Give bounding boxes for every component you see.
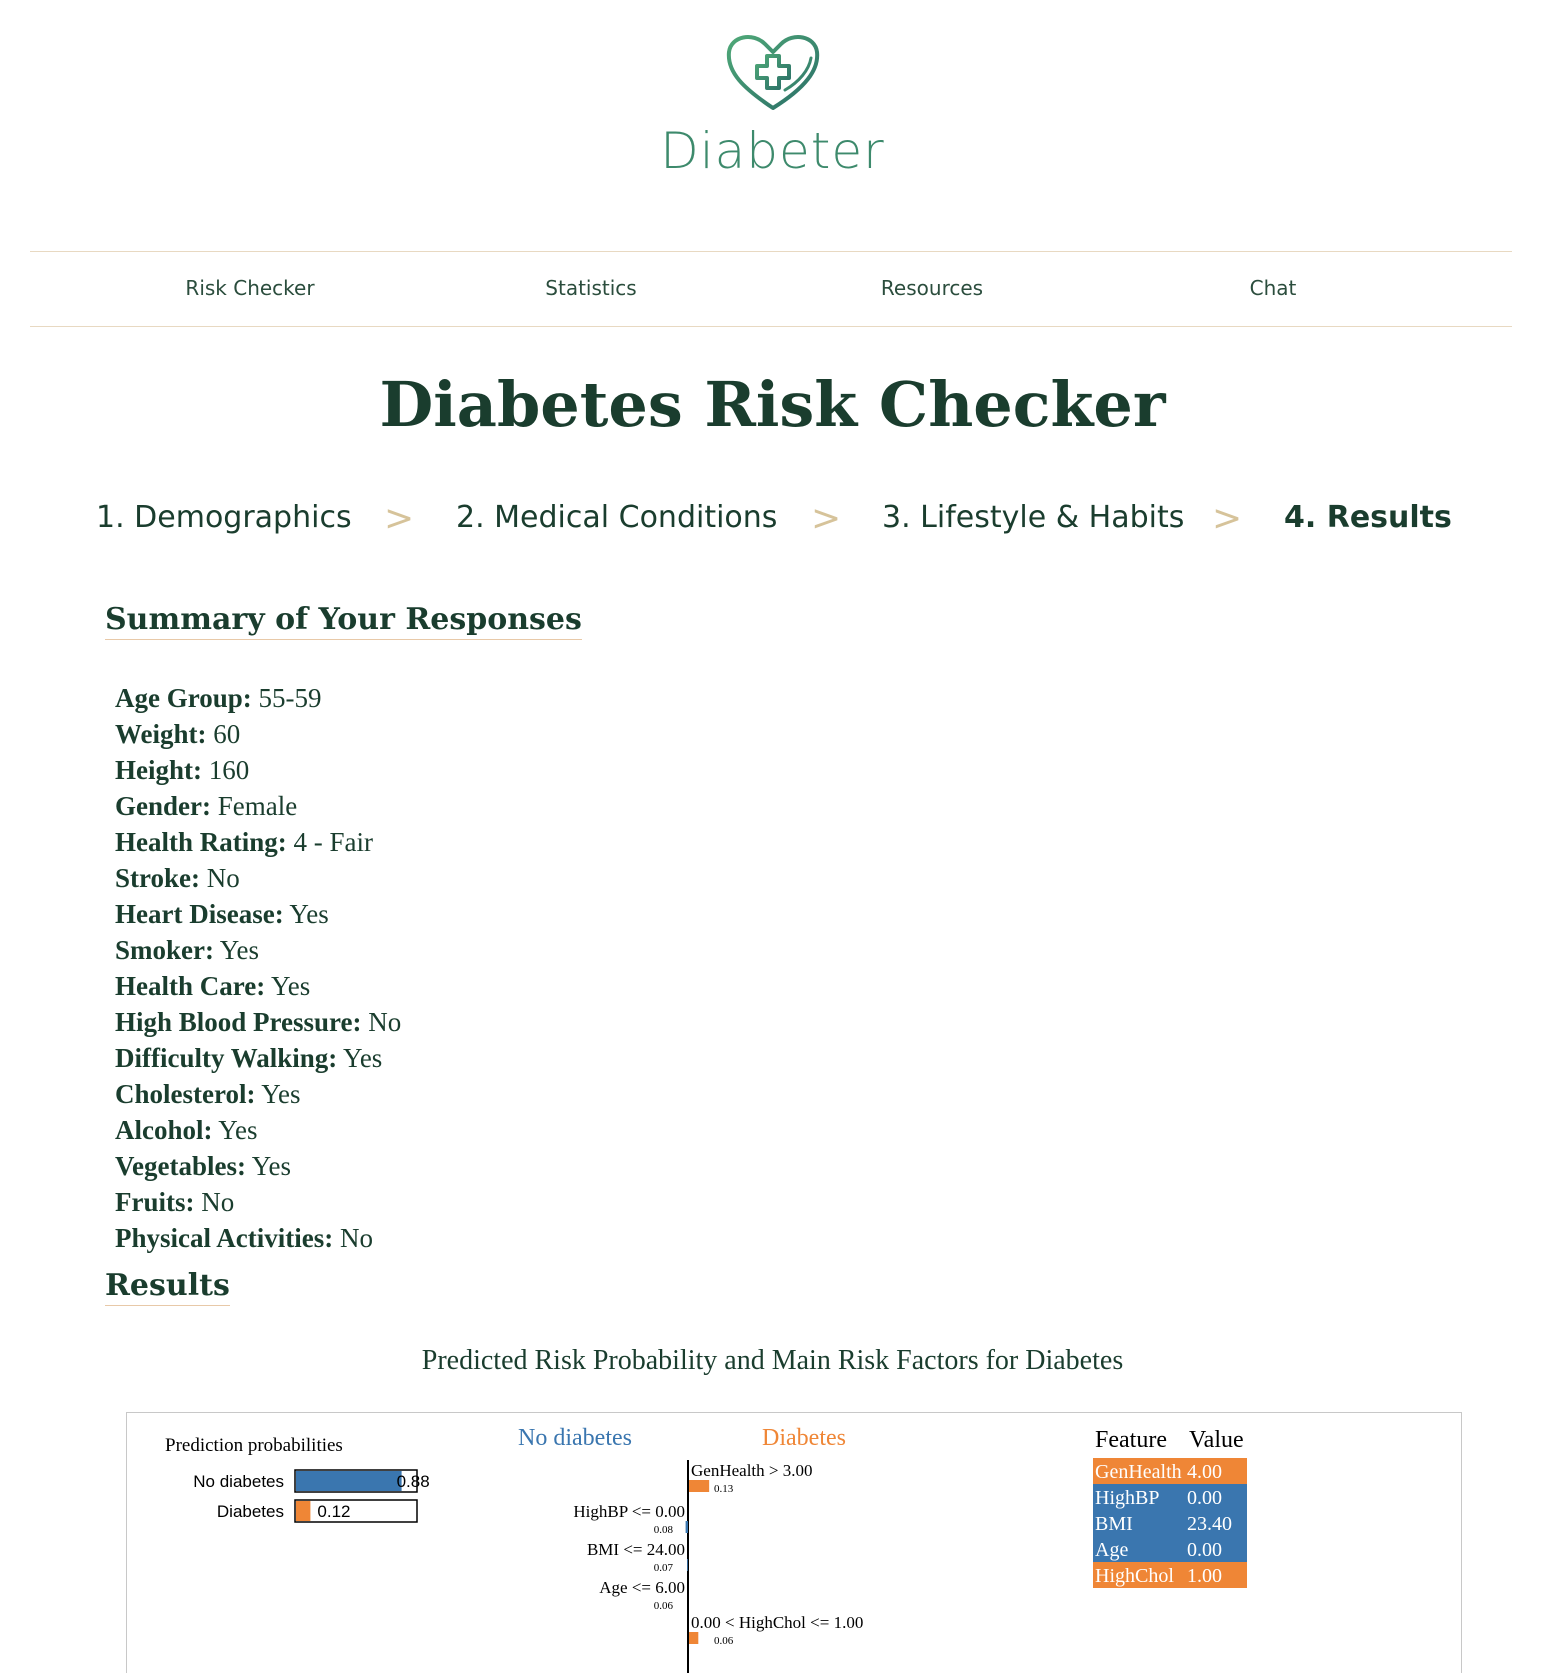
summary-value: No — [361, 1007, 402, 1037]
summary-key: Weight: — [115, 719, 207, 749]
summary-key: High Blood Pressure: — [115, 1007, 362, 1037]
summary-key: Stroke: — [115, 863, 200, 893]
summary-list — [115, 680, 401, 1256]
contribution-value: 0.13 — [714, 1483, 734, 1495]
summary-row — [115, 788, 401, 824]
summary-heading: Summary of Your Responses — [105, 602, 582, 640]
logo[interactable] — [0, 30, 1545, 180]
step-results[interactable]: 4. Results — [1284, 500, 1452, 535]
summary-value: Yes — [245, 1151, 292, 1181]
step-separator-icon: > — [1212, 498, 1243, 539]
summary-key: Physical Activities: — [115, 1223, 334, 1253]
condition-label: GenHealth > 3.00 — [691, 1461, 813, 1480]
step-medical-conditions[interactable]: 2. Medical Conditions — [456, 500, 778, 535]
summary-row — [115, 860, 401, 896]
summary-key: Health Rating: — [115, 827, 287, 857]
summary-row — [115, 1220, 401, 1256]
summary-value: Yes — [255, 1079, 301, 1109]
summary-value: Yes — [212, 1115, 258, 1145]
contribution-value: 0.06 — [653, 1600, 673, 1612]
summary-value: Yes — [283, 899, 329, 929]
summary-value: 4 - Fair — [286, 827, 373, 857]
summary-key: Alcohol: — [115, 1115, 213, 1145]
summary-row — [115, 968, 401, 1004]
table-header-value: Value — [1189, 1427, 1244, 1453]
summary-row — [115, 1004, 401, 1040]
summary-key: Gender: — [115, 791, 211, 821]
table-feature-cell: GenHealth — [1095, 1461, 1182, 1483]
contribution-value: 0.06 — [714, 1635, 734, 1647]
legend-no-diabetes: No diabetes — [518, 1425, 632, 1451]
summary-value: Female — [210, 791, 298, 821]
summary-key: Health Care: — [115, 971, 266, 1001]
probability-label: Diabetes — [216, 1502, 284, 1521]
table-header-feature: Feature — [1095, 1427, 1167, 1453]
probability-bar — [296, 1471, 402, 1491]
summary-row — [115, 1112, 401, 1148]
step-separator-icon: > — [384, 498, 415, 539]
contribution-bar — [689, 1632, 698, 1644]
summary-value: No — [194, 1187, 235, 1217]
probability-bar-frame — [295, 1500, 417, 1522]
page-title: Diabetes Risk Checker — [379, 368, 1166, 441]
summary-key: Cholesterol: — [115, 1079, 256, 1109]
probability-bar — [296, 1501, 310, 1521]
summary-row — [115, 1148, 401, 1184]
main-nav — [30, 251, 1512, 327]
summary-row — [115, 1040, 401, 1076]
summary-value: No — [200, 863, 240, 893]
summary-row — [115, 1184, 401, 1220]
table-value-cell: 0.00 — [1187, 1539, 1222, 1561]
summary-row — [115, 716, 401, 752]
condition-label: 0.00 < HighChol <= 1.00 — [691, 1613, 864, 1632]
probabilities-title: Prediction probabilities — [165, 1435, 343, 1456]
condition-label: BMI <= 24.00 — [586, 1540, 685, 1559]
table-value-cell: 0.00 — [1187, 1487, 1222, 1509]
probability-value: 0.88 — [396, 1472, 430, 1491]
summary-value: 160 — [202, 755, 250, 785]
nav-statistics[interactable]: Statistics — [545, 276, 637, 300]
table-feature-cell: HighChol — [1095, 1565, 1174, 1587]
contribution-bar — [686, 1521, 688, 1533]
table-value-cell: 23.40 — [1187, 1513, 1232, 1535]
contribution-value: 0.07 — [653, 1562, 673, 1574]
nav-chat[interactable]: Chat — [1249, 276, 1297, 300]
summary-key: Heart Disease: — [115, 899, 284, 929]
table-value-cell: 1.00 — [1187, 1565, 1222, 1587]
summary-row — [115, 1076, 401, 1112]
summary-value: 60 — [206, 719, 241, 749]
summary-row — [115, 680, 401, 716]
summary-key: Age Group: — [115, 683, 252, 713]
contribution-bar — [687, 1559, 688, 1571]
summary-value: No — [333, 1223, 373, 1253]
legend-diabetes: Diabetes — [762, 1425, 846, 1451]
probability-value: 0.12 — [317, 1502, 351, 1521]
condition-label: Age <= 6.00 — [599, 1578, 685, 1597]
results-heading: Results — [105, 1268, 230, 1306]
probability-label: No diabetes — [193, 1472, 284, 1491]
contribution-value: 0.08 — [653, 1524, 673, 1536]
contribution-bar — [689, 1480, 709, 1492]
summary-key: Smoker: — [115, 935, 214, 965]
table-feature-cell: BMI — [1095, 1513, 1133, 1535]
summary-row — [115, 896, 401, 932]
step-lifestyle-habits[interactable]: 3. Lifestyle & Habits — [882, 500, 1185, 535]
step-separator-icon: > — [811, 498, 842, 539]
heart-with-medical-cross-icon — [723, 30, 823, 114]
summary-key: Height: — [115, 755, 202, 785]
table-feature-cell: Age — [1095, 1539, 1129, 1561]
results-caption: Predicted Risk Probability and Main Risk Factors for Diabetes — [421, 1345, 1124, 1376]
summary-key: Difficulty Walking: — [115, 1043, 338, 1073]
summary-value: Yes — [337, 1043, 383, 1073]
summary-row — [115, 824, 401, 860]
summary-row — [115, 932, 401, 968]
condition-label: HighBP <= 0.00 — [573, 1502, 685, 1521]
lime-explanation-chart — [127, 1413, 1461, 1673]
summary-key: Vegetables: — [115, 1151, 246, 1181]
summary-row — [115, 752, 401, 788]
table-value-cell: 4.00 — [1187, 1461, 1222, 1483]
step-demographics[interactable]: 1. Demographics — [96, 500, 352, 535]
summary-value: Yes — [213, 935, 260, 965]
nav-risk-checker[interactable]: Risk Checker — [185, 276, 315, 300]
lime-explanation-panel — [126, 1412, 1462, 1673]
nav-resources[interactable]: Resources — [880, 276, 984, 300]
summary-value: Yes — [265, 971, 311, 1001]
summary-key: Fruits: — [115, 1187, 195, 1217]
table-feature-cell: HighBP — [1095, 1487, 1160, 1509]
summary-value: 55-59 — [251, 683, 322, 713]
brand-name: Diabeter — [660, 122, 885, 180]
